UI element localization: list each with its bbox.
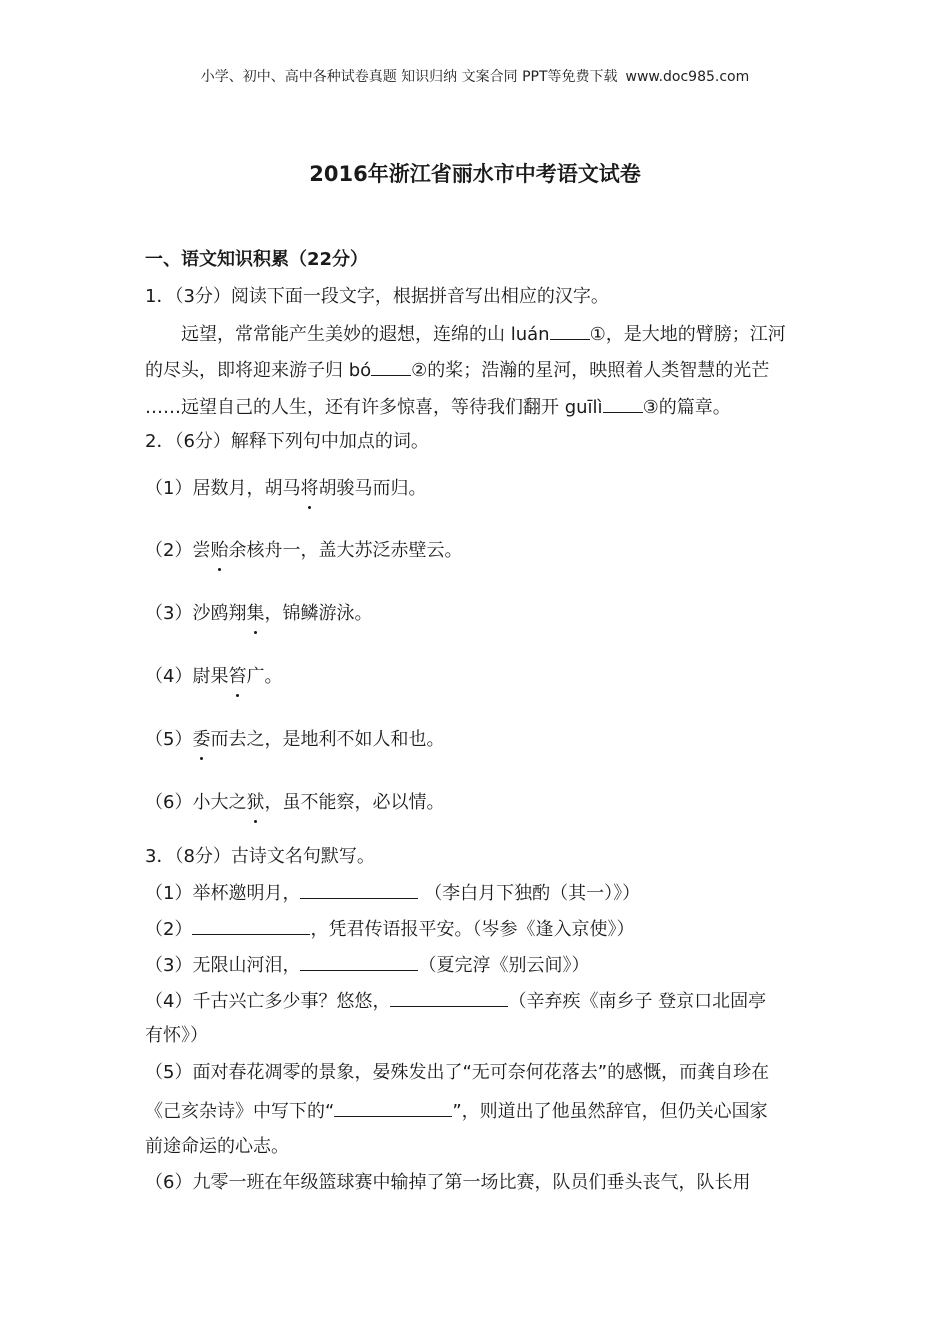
q3-item-2: [145, 917, 634, 941]
q2-item-suffix: 胡骏马而归。: [318, 478, 427, 499]
q2-item-suffix: 余核舟一，盖大苏泛赤壁云。: [228, 540, 463, 561]
header-text: 小学、初中、高中各种试卷真题 知识归纳 文案合同 PPT等免费下载: [200, 69, 618, 85]
q2-item-suffix: 而去之，是地利不如人和也。: [210, 729, 445, 750]
q3-stem: 3．（8分）古诗文名句默写。: [145, 846, 375, 867]
q2-item-prefix: （6）小大之: [145, 792, 247, 813]
q1-stem: 1．（3分）阅读下面一段文字，根据拼音写出相应的汉字。: [145, 286, 609, 307]
q3-source: （夏完淳《别云间》）: [418, 955, 590, 976]
q3-source: （辛弃疾《南乡子 登京口北固亭: [508, 991, 767, 1012]
q3-text: （4）千古兴亡多少事？悠悠，: [145, 991, 391, 1012]
q3-text: （1）举杯邀明月，: [145, 883, 301, 904]
section-heading: 一、语文知识积累（22分）: [145, 249, 369, 270]
q2-item-4: [145, 666, 282, 688]
q3-text: （2）: [145, 919, 193, 940]
q3-blank-3[interactable]: [300, 953, 418, 971]
page-header: [0, 66, 950, 86]
q3-blank-2[interactable]: [192, 917, 310, 935]
q3-text: ”，则道出了他虽然辞官，但仍关心国家: [452, 1101, 768, 1122]
q3-item-3: [145, 953, 589, 977]
q2-item-prefix: （4）尉果: [145, 666, 229, 687]
q1-line1-text-a: 远望，常常能产生美妙的遐想，连绵的山 luán: [145, 324, 550, 345]
q1-line2-text-b: ②的桨；浩瀚的星河，映照着人类智慧的光芒: [411, 360, 770, 381]
q3-text: 《己亥杂诗》中写下的“: [145, 1101, 335, 1122]
q1-line3-text-b: ③的篇章。: [642, 397, 731, 418]
exam-title: 2016年浙江省丽水市中考语文试卷: [309, 162, 641, 186]
q3-item-4: [145, 989, 766, 1013]
q1-line3-text-a: ……远望自己的人生，还有许多惊喜，等待我们翻开 guīlì: [145, 397, 603, 418]
q2-item-3: [145, 603, 372, 625]
q2-dotted-word: 笞: [228, 666, 247, 687]
q3-item-5-line1: （5）面对春花凋零的景象，晏殊发出了“无可奈何花落去”的感慨，而龚自珍在: [145, 1062, 770, 1083]
q3-text: （3）无限山河泪，: [145, 955, 301, 976]
q2-item-prefix: （5）: [145, 729, 193, 750]
header-url[interactable]: www.doc985.com: [625, 69, 750, 85]
q2-dotted-word: 狱: [246, 792, 265, 813]
q2-item-prefix: （1）居数月，胡马: [145, 478, 301, 499]
q1-line-2: [145, 358, 769, 382]
q2-item-suffix: ，锦鳞游泳。: [264, 603, 373, 624]
q2-stem: 2．（6分）解释下列句中加点的词。: [145, 431, 429, 452]
q2-item-prefix: （3）沙鸥翔: [145, 603, 247, 624]
q2-item-5: [145, 729, 444, 751]
q2-item-prefix: （2）尝: [145, 540, 211, 561]
q3-blank-5[interactable]: [334, 1099, 452, 1117]
q3-blank-4[interactable]: [390, 989, 508, 1007]
q3-item-5-line2: [145, 1099, 768, 1123]
q1-line-1: [145, 322, 786, 346]
q2-dotted-word: 集: [246, 603, 265, 624]
q1-blank-3[interactable]: [603, 395, 643, 413]
q1-blank-1[interactable]: [550, 322, 590, 340]
q3-source: ，凭君传语报平安。（岑参《逢入京使》）: [310, 919, 635, 940]
q2-item-suffix: 广。: [246, 666, 283, 687]
q3-item-5-line3: 前途命运的心志。: [145, 1136, 289, 1157]
q2-item-2: [145, 540, 462, 562]
q2-dotted-word: 将: [300, 478, 319, 499]
q1-line-3: [145, 395, 731, 419]
q2-item-1: [145, 478, 426, 500]
q3-item-4-cont: 有怀》）: [145, 1025, 208, 1046]
q3-item-6-line1: （6）九零一班在年级篮球赛中输掉了第一场比赛，队员们垂头丧气，队长用: [145, 1172, 751, 1193]
q2-item-6: [145, 792, 444, 814]
q1-blank-2[interactable]: [371, 358, 411, 376]
q2-item-suffix: ，虽不能察，必以情。: [264, 792, 445, 813]
q1-line1-text-b: ①，是大地的臂膀；江河: [589, 324, 786, 345]
q3-blank-1[interactable]: [300, 881, 418, 899]
q3-source: （李白月下独酌（其一）》）: [424, 883, 641, 904]
q2-dotted-word: 委: [192, 729, 211, 750]
q3-item-1: [145, 881, 640, 905]
q2-dotted-word: 贻: [210, 540, 229, 561]
q1-line2-text-a: 的尽头，即将迎来游子归 bó: [145, 360, 372, 381]
